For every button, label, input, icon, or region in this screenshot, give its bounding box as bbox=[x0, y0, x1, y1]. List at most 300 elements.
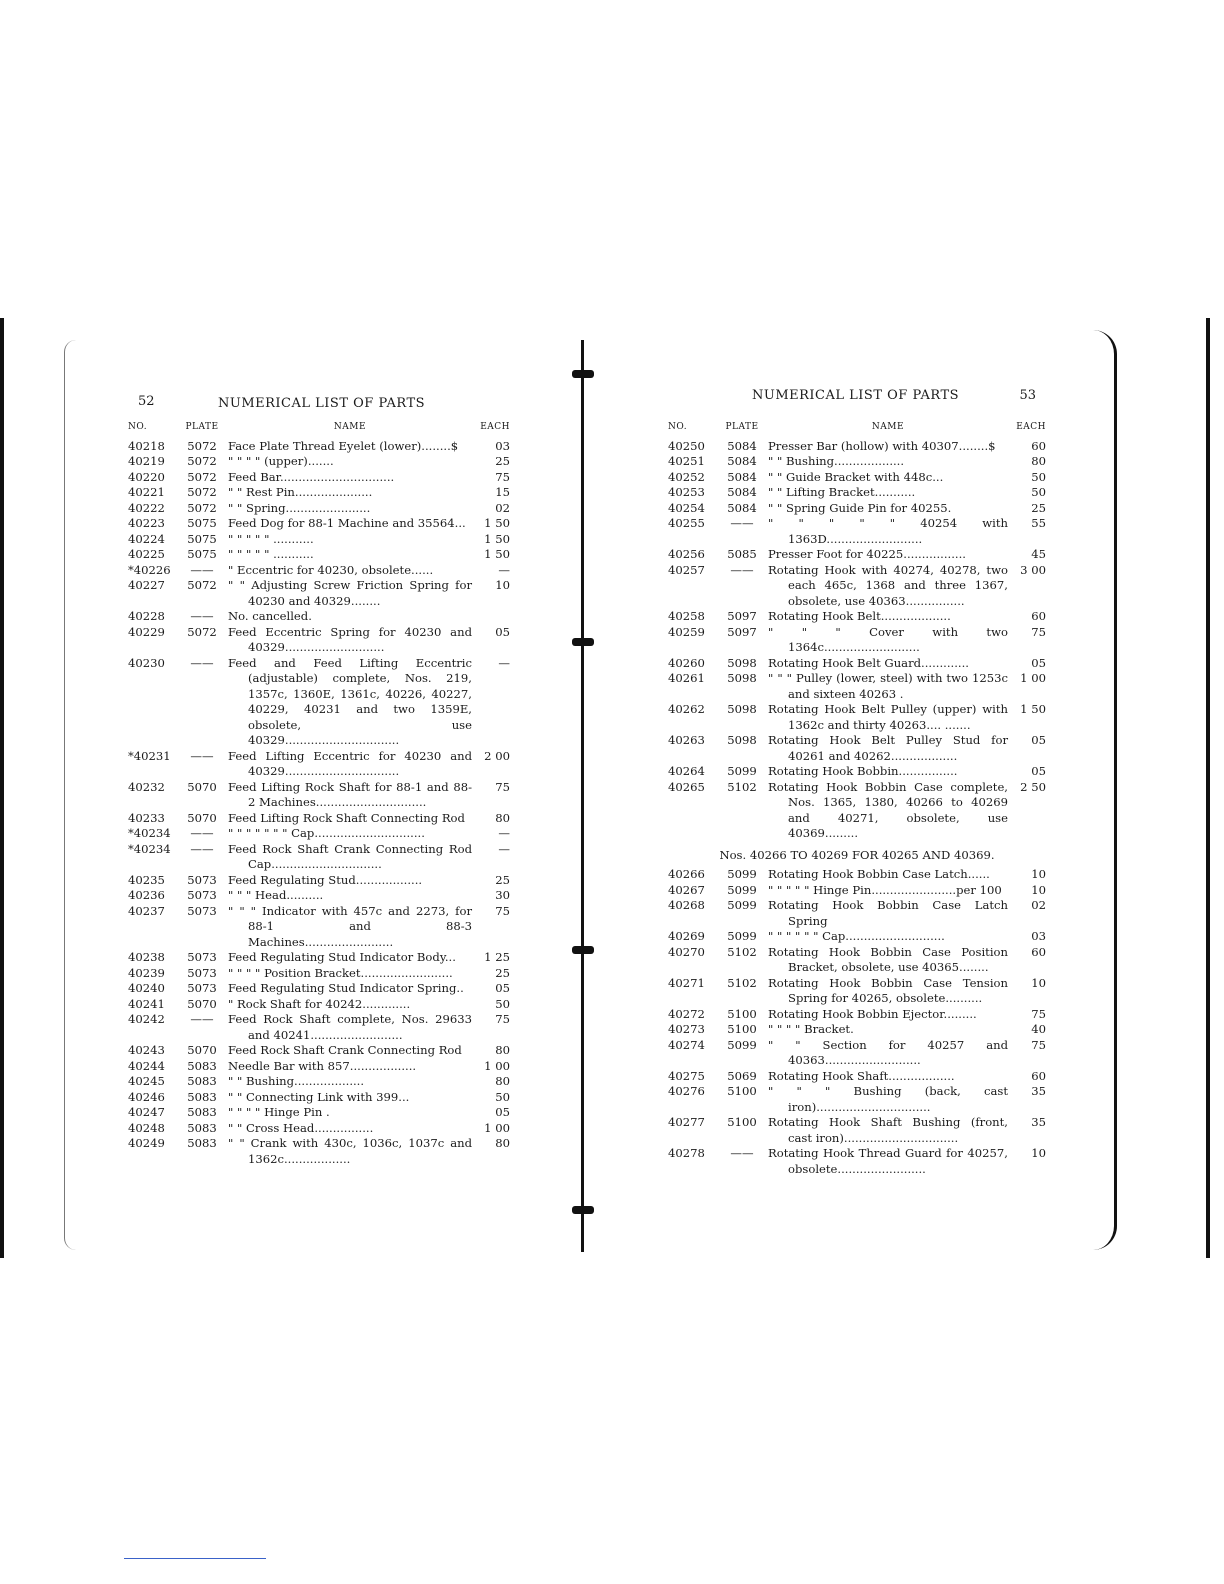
part-number: 40229 bbox=[128, 624, 165, 639]
part-name-text: Rotating Hook Belt Guard............. bbox=[768, 655, 969, 670]
part-number: 40267 bbox=[668, 882, 705, 897]
table-row bbox=[668, 883, 1046, 899]
binding-staple bbox=[572, 946, 594, 954]
part-number: 40238 bbox=[128, 950, 165, 964]
part-number: 40232 bbox=[128, 779, 165, 794]
part-name-text: " " " Indicator with 457c and 2273, for 88-1 and 88-3 Machines........................ bbox=[228, 903, 472, 949]
part-name bbox=[762, 1115, 1012, 1146]
column-header-plate: PLATE bbox=[185, 422, 219, 432]
part-name bbox=[222, 454, 476, 470]
price-each: 05 bbox=[495, 624, 510, 639]
part-number: 40262 bbox=[668, 702, 705, 716]
part-name-text: Rotating Hook Bobbin Ejector......... bbox=[768, 1006, 977, 1021]
price-each: 03 bbox=[1031, 929, 1046, 943]
table-row bbox=[128, 563, 510, 579]
part-name bbox=[222, 1059, 476, 1075]
part-name-text: Feed Lifting Rock Shaft Connecting Rod bbox=[228, 810, 465, 825]
part-number: 40243 bbox=[128, 1043, 165, 1057]
price-each: 75 bbox=[1031, 1037, 1046, 1052]
part-name bbox=[762, 671, 1012, 702]
plate-number: 5075 bbox=[187, 516, 217, 530]
price-each: 10 bbox=[1031, 867, 1046, 881]
table-row bbox=[668, 929, 1046, 945]
price-each: 05 bbox=[495, 1105, 510, 1119]
price-each: 1 50 bbox=[484, 547, 510, 561]
price-each: 10 bbox=[1031, 975, 1046, 990]
table-row bbox=[668, 702, 1046, 733]
part-number: 40266 bbox=[668, 867, 705, 881]
part-number: 40259 bbox=[668, 624, 705, 639]
part-name bbox=[762, 883, 1012, 899]
part-name-text: Rotating Hook Bobbin Case Latch Spring bbox=[768, 898, 1008, 928]
plate-number: 5083 bbox=[187, 1136, 217, 1150]
part-number: 40254 bbox=[668, 500, 705, 515]
plate-number: 5098 bbox=[727, 702, 757, 716]
part-number: 40278 bbox=[668, 1146, 705, 1160]
part-name bbox=[222, 1105, 476, 1121]
plate-number: —— bbox=[190, 655, 214, 670]
part-name bbox=[222, 749, 476, 780]
price-each: 2 00 bbox=[484, 748, 510, 763]
table-row bbox=[128, 439, 510, 455]
plate-number: —— bbox=[190, 748, 214, 763]
table-row bbox=[668, 945, 1046, 976]
plate-number: 5069 bbox=[727, 1068, 757, 1083]
column-header-each: EACH bbox=[480, 422, 510, 432]
plate-number: 5070 bbox=[187, 779, 217, 794]
part-name-text: Presser Bar (hollow) with 40307........$ bbox=[768, 438, 996, 453]
part-number: 40242 bbox=[128, 1012, 165, 1026]
part-number: 40228 bbox=[128, 609, 165, 623]
table-row bbox=[128, 625, 510, 656]
table-row bbox=[128, 656, 510, 749]
part-name bbox=[762, 1069, 1012, 1085]
table-row bbox=[668, 671, 1046, 702]
scan-right-edge bbox=[1206, 318, 1210, 1258]
price-each: 75 bbox=[495, 1012, 510, 1026]
plate-number: 5073 bbox=[187, 981, 217, 995]
column-header-each: EACH bbox=[1016, 422, 1046, 432]
part-name-text: Rotating Hook Thread Guard for 40257, obsolete........................ bbox=[768, 1146, 1008, 1176]
plate-number: —— bbox=[190, 841, 214, 856]
binding-staple bbox=[572, 370, 594, 378]
table-row bbox=[668, 764, 1046, 780]
part-name-text: " " " Bushing (back, cast iron)............................... bbox=[768, 1084, 1008, 1114]
part-name bbox=[222, 873, 476, 889]
table-row bbox=[128, 873, 510, 889]
part-name-text: " " " Pulley (lower, steel) with two 1253c and sixteen 40263 . bbox=[768, 671, 1008, 701]
part-name-text: " " Lifting Bracket........... bbox=[768, 485, 916, 499]
part-number: 40248 bbox=[128, 1120, 165, 1135]
price-each: 75 bbox=[495, 469, 510, 484]
part-number: 40249 bbox=[128, 1136, 165, 1150]
part-name-text: Feed Eccentric Spring for 40230 and 40329........................... bbox=[228, 624, 472, 654]
part-name bbox=[222, 563, 476, 579]
part-number: 40255 bbox=[668, 516, 705, 530]
parts-table bbox=[128, 420, 510, 1167]
plate-number: 5099 bbox=[727, 764, 757, 778]
part-number: 40239 bbox=[128, 965, 165, 980]
table-row bbox=[128, 532, 510, 548]
part-number: 40263 bbox=[668, 733, 705, 747]
table-row bbox=[668, 547, 1046, 563]
part-name bbox=[762, 867, 1012, 883]
part-name-text: " " " " " ........... bbox=[228, 547, 314, 561]
price-each: 05 bbox=[1031, 764, 1046, 778]
plate-number: 5099 bbox=[727, 1037, 757, 1052]
part-number: 40253 bbox=[668, 485, 705, 499]
table-row bbox=[128, 997, 510, 1013]
part-number: 40271 bbox=[668, 975, 705, 990]
price-each: 80 bbox=[495, 1043, 510, 1057]
part-name bbox=[762, 501, 1012, 517]
part-number: 40225 bbox=[128, 547, 165, 561]
plate-number: 5100 bbox=[727, 1084, 757, 1098]
part-name bbox=[762, 656, 1012, 672]
plate-number: 5084 bbox=[727, 454, 757, 468]
part-name-text: Feed Lifting Rock Shaft for 88-1 and 88-2 Machines.............................. bbox=[228, 779, 472, 809]
part-name-text: " Eccentric for 40230, obsolete...... bbox=[228, 562, 434, 577]
part-name bbox=[762, 929, 1012, 945]
part-name bbox=[762, 485, 1012, 501]
plate-number: 5100 bbox=[727, 1115, 757, 1129]
part-number: 40221 bbox=[128, 485, 165, 499]
part-name-text: Needle Bar with 857.................. bbox=[228, 1058, 417, 1073]
part-name-text: Rotating Hook Belt Pulley (upper) with 1362c and thirty 40263.... ....... bbox=[768, 702, 1008, 732]
part-name-text: Feed Lifting Eccentric for 40230 and 40329............................... bbox=[228, 748, 472, 778]
table-row bbox=[128, 1105, 510, 1121]
table-row bbox=[668, 454, 1046, 470]
running-title: NUMERICAL LIST OF PARTS bbox=[752, 388, 960, 403]
price-each: 05 bbox=[1031, 733, 1046, 747]
part-name-text: Feed Rock Shaft Crank Connecting Rod bbox=[228, 1043, 462, 1057]
table-row bbox=[128, 1012, 510, 1043]
binding-staple bbox=[572, 1206, 594, 1214]
part-number: 40223 bbox=[128, 516, 165, 530]
part-name bbox=[222, 532, 476, 548]
part-number: 40230 bbox=[128, 655, 165, 670]
part-name bbox=[222, 1043, 476, 1059]
price-each: 10 bbox=[495, 578, 510, 592]
part-name-text: " " Guide Bracket with 448c... bbox=[768, 469, 944, 484]
plate-number: —— bbox=[190, 609, 214, 623]
part-number: 40276 bbox=[668, 1084, 705, 1098]
plate-number: 5072 bbox=[187, 454, 217, 468]
part-name bbox=[762, 563, 1012, 610]
part-name-text: " " Cross Head................ bbox=[228, 1120, 374, 1135]
price-each: 75 bbox=[495, 903, 510, 918]
part-name bbox=[762, 547, 1012, 563]
plate-number: 5099 bbox=[727, 898, 757, 912]
part-name-text: " " " Cover with two 1364c.......................... bbox=[768, 624, 1008, 654]
part-number: 40250 bbox=[668, 438, 705, 453]
plate-number: 5102 bbox=[727, 779, 757, 794]
table-row bbox=[668, 898, 1046, 929]
part-name bbox=[222, 826, 476, 842]
part-name-text: " " Bushing................... bbox=[768, 454, 905, 468]
plate-number: 5084 bbox=[727, 438, 757, 453]
part-number: 40251 bbox=[668, 454, 705, 468]
table-row bbox=[128, 811, 510, 827]
plate-number: 5084 bbox=[727, 485, 757, 499]
table-row bbox=[668, 1069, 1046, 1085]
plate-number: 5073 bbox=[187, 965, 217, 980]
part-name bbox=[222, 904, 476, 951]
table-row bbox=[128, 1136, 510, 1167]
table-row bbox=[128, 1043, 510, 1059]
table-row bbox=[668, 485, 1046, 501]
table-row bbox=[128, 780, 510, 811]
table-row bbox=[128, 950, 510, 966]
part-name bbox=[762, 516, 1012, 547]
plate-number: 5072 bbox=[187, 485, 217, 499]
price-each: 80 bbox=[1031, 454, 1046, 468]
part-name bbox=[762, 733, 1012, 764]
table-row bbox=[128, 1074, 510, 1090]
part-name bbox=[222, 547, 476, 563]
part-number: *40226 bbox=[128, 562, 171, 577]
part-number: 40257 bbox=[668, 562, 705, 577]
price-each: 15 bbox=[495, 485, 510, 499]
part-number: 40246 bbox=[128, 1089, 165, 1104]
part-number: 40244 bbox=[128, 1058, 165, 1073]
part-name-text: Feed Rock Shaft Crank Connecting Rod Cap.............................. bbox=[228, 841, 472, 871]
footer-rule bbox=[124, 1558, 266, 1559]
table-row bbox=[128, 749, 510, 780]
price-each: 05 bbox=[495, 981, 510, 995]
part-name-text: " " Bushing................... bbox=[228, 1074, 365, 1088]
part-name bbox=[222, 811, 476, 827]
part-name bbox=[222, 966, 476, 982]
part-name-text: Presser Foot for 40225................. bbox=[768, 547, 966, 561]
table-row bbox=[128, 888, 510, 904]
part-name bbox=[222, 1136, 476, 1167]
plate-number: 5100 bbox=[727, 1006, 757, 1021]
part-number: 40233 bbox=[128, 810, 165, 825]
plate-number: 5073 bbox=[187, 903, 217, 918]
part-name bbox=[762, 702, 1012, 733]
price-each: 1 50 bbox=[484, 516, 510, 530]
part-name-text: Face Plate Thread Eyelet (lower)........$ bbox=[228, 438, 459, 453]
table-row bbox=[128, 904, 510, 951]
part-name-text: Rotating Hook Bobbin Case Latch...... bbox=[768, 867, 990, 881]
plate-number: 5073 bbox=[187, 888, 217, 902]
plate-number: 5099 bbox=[727, 882, 757, 897]
binding-gutter-line bbox=[581, 340, 584, 1252]
part-number: 40237 bbox=[128, 903, 165, 918]
table-row bbox=[128, 1121, 510, 1137]
column-header-plate: PLATE bbox=[725, 422, 759, 432]
part-name-text: Rotating Hook Shaft Bushing (front, cast iron)............................... bbox=[768, 1115, 1008, 1145]
part-name bbox=[762, 1038, 1012, 1069]
part-name bbox=[762, 1007, 1012, 1023]
part-number: *40231 bbox=[128, 748, 171, 763]
plate-number: 5083 bbox=[187, 1105, 217, 1119]
part-number: 40219 bbox=[128, 454, 165, 468]
table-row bbox=[668, 1146, 1046, 1177]
part-number: 40264 bbox=[668, 764, 705, 778]
part-name bbox=[762, 609, 1012, 625]
table-row bbox=[128, 516, 510, 532]
price-each: 25 bbox=[495, 965, 510, 980]
part-name-text: Feed Regulating Stud Indicator Spring.. bbox=[228, 981, 464, 995]
plate-number: 5083 bbox=[187, 1058, 217, 1073]
part-name bbox=[222, 609, 476, 625]
plate-number: 5072 bbox=[187, 578, 217, 592]
part-name-text: " " Spring....................... bbox=[228, 500, 371, 515]
part-number: 40241 bbox=[128, 996, 165, 1011]
part-number: 40274 bbox=[668, 1037, 705, 1052]
price-each: 02 bbox=[1031, 898, 1046, 912]
part-number: 40277 bbox=[668, 1115, 705, 1129]
part-name-text: Feed Regulating Stud Indicator Body... bbox=[228, 950, 456, 964]
part-name-text: " " " " " ........... bbox=[228, 531, 314, 546]
part-name bbox=[222, 625, 476, 656]
plate-number: 5070 bbox=[187, 1043, 217, 1057]
part-name-text: Rotating Hook Bobbin Case complete, Nos. 1365, 1380, 40266 to 40269 and 40271, obsolete, use 40369......... bbox=[768, 779, 1008, 840]
plate-number: 5102 bbox=[727, 975, 757, 990]
plate-number: —— bbox=[190, 826, 214, 840]
part-name bbox=[762, 780, 1012, 842]
price-each: 35 bbox=[1031, 1084, 1046, 1098]
part-number: 40236 bbox=[128, 888, 165, 902]
part-name bbox=[762, 439, 1012, 455]
part-name bbox=[222, 888, 476, 904]
part-name bbox=[762, 470, 1012, 486]
table-row bbox=[668, 516, 1046, 547]
part-name bbox=[222, 516, 476, 532]
part-name-text: " " " Head.......... bbox=[228, 888, 324, 902]
part-name bbox=[222, 780, 476, 811]
table-row bbox=[668, 780, 1046, 842]
right-page bbox=[668, 380, 1046, 1177]
table-row bbox=[668, 609, 1046, 625]
price-each: 80 bbox=[495, 1136, 510, 1150]
part-name bbox=[762, 764, 1012, 780]
parts-table-body bbox=[668, 439, 1046, 1178]
part-number: 40220 bbox=[128, 469, 165, 484]
part-number: 40256 bbox=[668, 547, 705, 561]
table-row bbox=[128, 485, 510, 501]
plate-number: 5097 bbox=[727, 624, 757, 639]
part-number: 40258 bbox=[668, 609, 705, 623]
price-each: 3 00 bbox=[1020, 562, 1046, 577]
plate-number: 5073 bbox=[187, 872, 217, 887]
part-name-text: " " " " Position Bracket......................... bbox=[228, 965, 453, 980]
plate-number: 5084 bbox=[727, 500, 757, 515]
part-name-text: Rotating Hook Bobbin................ bbox=[768, 764, 958, 778]
plate-number: 5084 bbox=[727, 469, 757, 484]
price-each: — bbox=[498, 655, 510, 670]
part-number: *40234 bbox=[128, 841, 171, 856]
price-each: 05 bbox=[1031, 655, 1046, 670]
part-name-text: " " " " Bracket. bbox=[768, 1022, 854, 1036]
part-name-text: Rotating Hook Belt Pulley Stud for 40261 and 40262.................. bbox=[768, 733, 1008, 763]
table-row bbox=[668, 1115, 1046, 1146]
price-each: 50 bbox=[495, 996, 510, 1011]
price-each: — bbox=[498, 826, 510, 840]
part-name-text: " " " " " " Cap........................... bbox=[768, 929, 945, 943]
plate-number: 5070 bbox=[187, 810, 217, 825]
part-number: 40227 bbox=[128, 578, 165, 592]
table-row bbox=[128, 826, 510, 842]
price-each: 1 25 bbox=[484, 950, 510, 964]
part-name-text: Rotating Hook Shaft.................. bbox=[768, 1068, 955, 1083]
part-number: 40235 bbox=[128, 872, 165, 887]
part-number: 40275 bbox=[668, 1068, 705, 1083]
price-each: 75 bbox=[1031, 1006, 1046, 1021]
table-row bbox=[128, 609, 510, 625]
part-name-text: Feed Bar............................... bbox=[228, 469, 395, 484]
part-name bbox=[762, 976, 1012, 1007]
part-name-text: " " Crank with 430c, 1036c, 1037c and 1362c.................. bbox=[228, 1136, 472, 1166]
part-name bbox=[222, 1012, 476, 1043]
price-each: 25 bbox=[1031, 500, 1046, 515]
part-number: 40270 bbox=[668, 944, 705, 959]
part-name-text: " " Adjusting Screw Friction Spring for 40230 and 40329........ bbox=[228, 578, 472, 608]
column-header-name: NAME bbox=[871, 422, 905, 432]
part-name-text: " " " " " Hinge Pin.......................per 100 bbox=[768, 882, 1002, 897]
part-name bbox=[762, 1084, 1012, 1115]
plate-number: 5099 bbox=[727, 929, 757, 943]
table-row bbox=[668, 625, 1046, 656]
plate-number: 5075 bbox=[187, 531, 217, 546]
price-each: 10 bbox=[1031, 1146, 1046, 1160]
plate-number: 5083 bbox=[187, 1120, 217, 1135]
table-row bbox=[668, 563, 1046, 610]
part-name bbox=[222, 578, 476, 609]
table-row bbox=[668, 470, 1046, 486]
plate-number: 5099 bbox=[727, 867, 757, 881]
scan-left-edge bbox=[0, 318, 4, 1258]
part-name-text: " " " " " 40254 with 1363D.......................... bbox=[768, 516, 1008, 546]
table-row bbox=[128, 981, 510, 997]
plate-number: 5075 bbox=[187, 547, 217, 561]
plate-number: —— bbox=[730, 516, 754, 530]
part-name-text: " " " " " " " Cap.............................. bbox=[228, 826, 425, 840]
table-row bbox=[128, 470, 510, 486]
price-each: 60 bbox=[1031, 438, 1046, 453]
part-name-text: Rotating Hook with 40274, 40278, two each 465c, 1368 and three 1367, obsolete, use 40363................ bbox=[768, 562, 1008, 608]
part-name-text: Rotating Hook Belt................... bbox=[768, 609, 951, 623]
table-row bbox=[128, 1090, 510, 1106]
page-number: 52 bbox=[138, 394, 155, 409]
part-number: 40269 bbox=[668, 929, 705, 943]
scan-left-page-curl bbox=[64, 340, 77, 1250]
plate-number: 5102 bbox=[727, 944, 757, 959]
part-name-text: " " Section for 40257 and 40363.......................... bbox=[768, 1037, 1008, 1067]
table-row bbox=[128, 547, 510, 563]
part-name bbox=[222, 656, 476, 749]
price-each: 1 50 bbox=[1020, 702, 1046, 716]
table-header-row bbox=[128, 420, 510, 439]
price-each: 45 bbox=[1031, 547, 1046, 561]
part-name bbox=[222, 1121, 476, 1137]
price-each: 02 bbox=[495, 500, 510, 515]
price-each: 55 bbox=[1031, 516, 1046, 530]
part-name bbox=[222, 997, 476, 1013]
part-name bbox=[762, 898, 1012, 929]
plate-number: —— bbox=[190, 1012, 214, 1026]
part-name bbox=[222, 470, 476, 486]
parts-table-body bbox=[128, 439, 510, 1168]
part-name-text: No. cancelled. bbox=[228, 609, 312, 623]
price-each: 1 00 bbox=[1020, 671, 1046, 685]
price-each: 1 00 bbox=[484, 1120, 510, 1135]
page-header bbox=[128, 380, 510, 420]
part-name bbox=[762, 945, 1012, 976]
part-name-text: Feed Regulating Stud.................. bbox=[228, 872, 423, 887]
